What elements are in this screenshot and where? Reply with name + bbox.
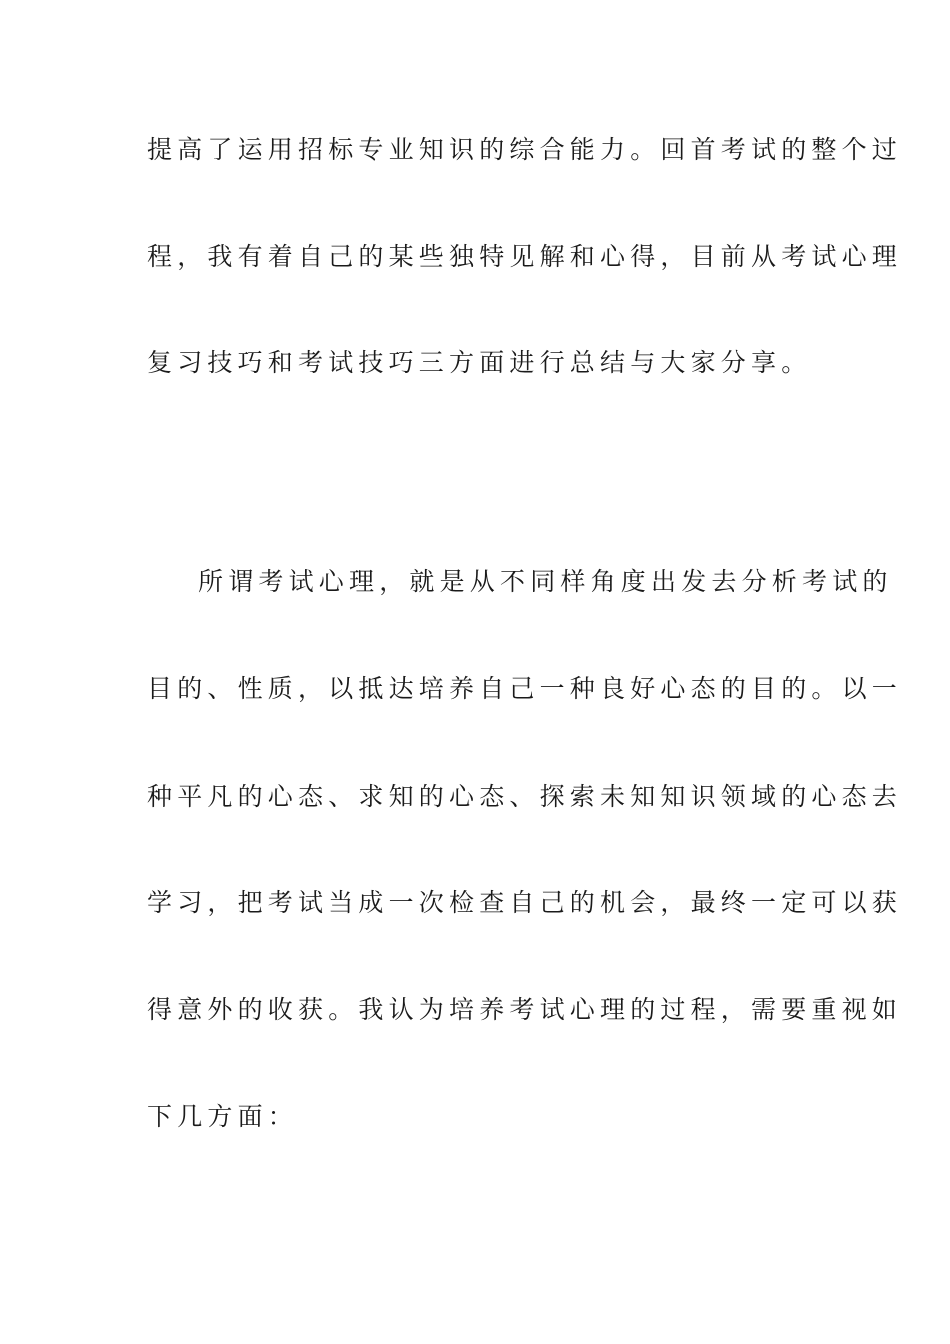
paragraph-1-line-2: 程，我有着自己的某些独特见解和心得，目前从考试心理 <box>147 242 903 271</box>
paragraph-2-line-5: 得意外的收获。我认为培养考试心理的过程，需要重视如 <box>147 995 903 1024</box>
paragraph-2-line-1: 所谓考试心理，就是从不同样角度出发去分析考试的 <box>198 567 893 596</box>
paragraph-2-line-2: 目的、性质，以抵达培养自己一种良好心态的目的。以一 <box>147 674 903 703</box>
paragraph-1-line-3: 复习技巧和考试技巧三方面进行总结与大家分享。 <box>147 348 812 377</box>
paragraph-2-line-4: 学习，把考试当成一次检查自己的机会，最终一定可以获 <box>147 888 903 917</box>
paragraph-1-line-1: 提高了运用招标专业知识的综合能力。回首考试的整个过 <box>147 135 903 164</box>
paragraph-2-line-3: 种平凡的心态、求知的心态、探索未知知识领域的心态去 <box>147 782 903 811</box>
paragraph-2-line-6: 下几方面： <box>147 1102 299 1131</box>
